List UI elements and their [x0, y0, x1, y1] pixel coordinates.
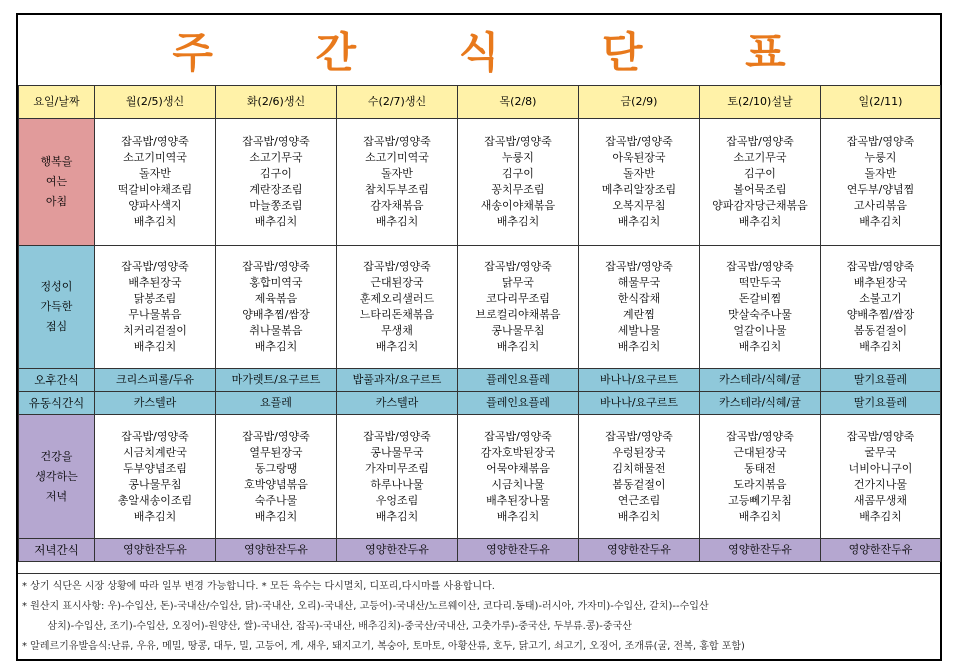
menu-item: 배추김치: [496, 509, 540, 523]
menu-item: 우렁된장국: [612, 445, 666, 459]
menu-item: 배추김치: [254, 215, 298, 228]
menu-item: 계란찜: [623, 308, 655, 321]
menu-item: 새콤무생채: [853, 493, 908, 507]
menu-sheet: [16, 13, 942, 661]
snack-cell: 카스텔라: [95, 392, 216, 415]
liquid-snack-row: [19, 392, 941, 415]
meal-label-line: 여는: [45, 175, 68, 188]
snack-cell: 카스텔라: [337, 392, 458, 415]
menu-cell: [458, 246, 579, 369]
menu-item: 잡곡밥/영양죽: [846, 260, 915, 273]
snack-cell: 딸기요플레: [821, 369, 941, 392]
menu-item: 감자채볶음: [370, 199, 424, 212]
day-header: 목(2/8): [458, 86, 579, 119]
menu-item: 도라지볶음: [733, 477, 787, 491]
menu-item: 배추된장국: [128, 276, 182, 289]
menu-item: 고사리볶음: [853, 199, 908, 212]
menu-item: 콩나물무침: [491, 324, 545, 337]
menu-item: 동태전: [744, 461, 776, 475]
menu-item: 양배추찜/쌈장: [846, 308, 915, 321]
lunch-row: [19, 246, 941, 369]
menu-item: 연근조림: [617, 493, 661, 507]
corner-label: 요일/날짜: [19, 86, 95, 119]
menu-cell: [216, 119, 337, 246]
menu-item: 양파감자당근채볶음: [712, 199, 808, 212]
menu-cell: [95, 415, 216, 539]
menu-cell: [821, 119, 941, 246]
menu-item: 잡곡밥/영양죽: [484, 135, 552, 148]
menu-item: 잡곡밥/영양죽: [605, 135, 673, 148]
snack-cell: 카스테라/식혜/귤: [700, 392, 821, 415]
menu-item: 계란장조림: [249, 183, 303, 196]
menu-item: 제육볶음: [254, 292, 298, 305]
menu-item: 잡곡밥/영양죽: [605, 429, 673, 443]
menu-item: 소불고기: [859, 292, 902, 305]
snack-cell: 영양한잔두유: [95, 539, 216, 562]
footnote-line: * 알레르기유발음식:난류, 우유, 메밀, 땅콩, 대두, 밀, 고등어, 게, 새우, 돼지고기, 복숭아, 토마토, 아황산류, 호두, 닭고기, 쇠고기, 오징어, 조개류(굴, 전복, 홍합 포함): [22, 641, 745, 652]
snack-cell: 영양한잔두유: [216, 539, 337, 562]
menu-item: 배추김치: [254, 340, 298, 353]
liquid-snack-label: 유동식간식: [19, 392, 95, 415]
footnote-line: * 상기 식단은 시장 상황에 따라 일부 변경 가능합니다. * 모든 육수는 다시멸치, 디포리,다시마를 사용합니다.: [22, 581, 495, 592]
menu-item: 배추김치: [617, 509, 661, 523]
snack-cell: 마가렛트/요구르트: [216, 369, 337, 392]
meal-label-line: 정성이: [40, 280, 73, 293]
menu-item: 굴무국: [864, 445, 897, 459]
menu-item: 치커리겉절이: [123, 324, 187, 337]
footnote-line: * 원산지 표시사항: 우)-수입산, 돈)-국내산/수입산, 닭)-국내산, 오리)-국내산, 고등어)-국내산/노르웨이산, 코다리.동태)-러시아, 가자미)-수입산, 갈치)--수입산: [22, 601, 709, 612]
menu-item: 배추김치: [496, 215, 540, 228]
snack-cell: 플레인요플레: [458, 369, 579, 392]
menu-item: 배추김치: [617, 340, 661, 353]
menu-cell: [700, 119, 821, 246]
menu-item: 세발나물: [617, 324, 661, 337]
menu-item: 마늘쫑조림: [249, 199, 303, 212]
menu-item: 김구이: [502, 167, 534, 180]
menu-item: 소고기미역국: [365, 151, 429, 164]
meal-label-line: 건강을: [40, 449, 73, 463]
meal-label-line: 가득한: [40, 300, 73, 313]
menu-item: 어묵야채볶음: [486, 461, 550, 475]
day-header: 금(2/9): [579, 86, 700, 119]
menu-item: 소고기미역국: [123, 151, 187, 164]
menu-item: 배추김치: [738, 340, 782, 353]
dinner-row: [19, 415, 941, 539]
menu-item: 해물무국: [617, 276, 661, 289]
menu-item: 배추김치: [375, 215, 419, 228]
menu-item: 너비아니구이: [848, 461, 913, 475]
menu-item: 감자호박된장국: [480, 445, 556, 459]
menu-item: 배추김치: [375, 509, 419, 523]
snack-cell: 요플레: [216, 392, 337, 415]
menu-item: 양파사색지: [128, 199, 182, 212]
menu-item: 얼갈이나물: [733, 324, 787, 337]
menu-item: 잡곡밥/영양죽: [726, 429, 794, 443]
day-header: 월(2/5)생신: [95, 86, 216, 119]
menu-item: 잡곡밥/영양죽: [363, 135, 431, 148]
snack-cell: 바나나/요구르트: [579, 369, 700, 392]
day-header: 토(2/10)설날: [700, 86, 821, 119]
menu-cell: [821, 246, 941, 369]
menu-item: 누룽지: [502, 151, 534, 164]
menu-item: 가자미무조림: [365, 461, 429, 475]
menu-item: 잡곡밥/영양죽: [726, 260, 794, 273]
meal-label-line: 점심: [45, 320, 68, 333]
menu-item: 잡곡밥/영양죽: [484, 260, 552, 273]
menu-item: 잡곡밥/영양죽: [363, 260, 431, 273]
snack-cell: 영양한잔두유: [579, 539, 700, 562]
weekly-menu-table: [18, 85, 941, 562]
menu-item: 하루나나물: [370, 477, 424, 491]
menu-item: 시금치계란국: [123, 445, 187, 459]
menu-item: 잡곡밥/영양죽: [121, 429, 189, 443]
menu-item: 느타리돈채볶음: [359, 308, 435, 321]
evening-snack-row: [19, 539, 941, 562]
menu-item: 코다리무조림: [486, 292, 550, 305]
menu-item: 한식잡채: [617, 292, 661, 305]
snack-cell: 딸기요플레: [821, 392, 941, 415]
snack-cell: 바나나/요구르트: [579, 392, 700, 415]
menu-item: 호박양념볶음: [244, 477, 308, 491]
menu-item: 근대된장국: [370, 276, 424, 289]
menu-item: 시금치나물: [491, 477, 545, 491]
dinner-label: [19, 415, 95, 539]
menu-item: 브로컬리야채볶음: [475, 308, 561, 321]
menu-item: 떡갈비야채조림: [117, 183, 193, 196]
menu-item: 돌자반: [139, 167, 171, 180]
menu-item: 오복지무침: [612, 199, 666, 212]
menu-item: 배추김치: [738, 215, 782, 228]
menu-cell: [458, 119, 579, 246]
snack-cell: 밥풀과자/요구르트: [337, 369, 458, 392]
afternoon-snack-label: 오후간식: [19, 369, 95, 392]
menu-item: 잡곡밥/영양죽: [242, 429, 310, 443]
menu-item: 콩나물무침: [128, 477, 182, 491]
menu-item: 잡곡밥/영양죽: [242, 135, 310, 148]
menu-item: 떡만두국: [738, 276, 782, 289]
footnotes: [18, 573, 940, 659]
menu-cell: [579, 119, 700, 246]
menu-item: 잡곡밥/영양죽: [121, 260, 189, 273]
afternoon-snack-row: [19, 369, 941, 392]
menu-item: 소고기무국: [249, 151, 303, 164]
meal-label-line: 생각하는: [35, 469, 78, 483]
header-row: [19, 86, 941, 119]
menu-item: 봄동겉절이: [612, 477, 666, 491]
menu-item: 잡곡밥/영양죽: [484, 429, 552, 443]
menu-item: 김치해물전: [612, 461, 666, 475]
breakfast-row: [19, 119, 941, 246]
menu-cell: [458, 415, 579, 539]
day-header: 일(2/11): [821, 86, 941, 119]
menu-item: 봄동겉절이: [853, 324, 908, 337]
menu-item: 배추김치: [496, 340, 540, 353]
menu-cell: [579, 246, 700, 369]
menu-item: 훈제오리샐러드: [359, 292, 435, 305]
menu-item: 아욱된장국: [612, 151, 666, 164]
menu-item: 꽁치무조림: [491, 183, 545, 196]
menu-item: 배추김치: [859, 509, 902, 523]
menu-cell: [95, 119, 216, 246]
menu-item: 돌자반: [864, 167, 897, 180]
menu-item: 연두부/양념찜: [846, 183, 915, 196]
menu-item: 우엉조림: [375, 493, 419, 507]
menu-item: 무생채: [381, 324, 413, 337]
menu-item: 새송이야채볶음: [480, 199, 556, 212]
menu-item: 배추김치: [133, 340, 177, 353]
menu-item: 소고기무국: [733, 151, 787, 164]
menu-item: 배추김치: [254, 509, 298, 523]
menu-item: 잡곡밥/영양죽: [846, 429, 915, 443]
menu-item: 열무된장국: [249, 445, 303, 459]
menu-item: 홍합미역국: [249, 276, 303, 289]
menu-item: 참치두부조림: [365, 183, 429, 196]
snack-cell: 플레인요플레: [458, 392, 579, 415]
snack-cell: 영양한잔두유: [337, 539, 458, 562]
menu-item: 배추김치: [738, 509, 782, 523]
menu-item: 닭봉조림: [133, 292, 177, 305]
menu-item: 배추김치: [859, 215, 902, 228]
menu-item: 콩나물무국: [370, 445, 424, 459]
menu-item: 잡곡밥/영양죽: [242, 260, 310, 273]
menu-item: 숙주나물: [254, 493, 298, 507]
breakfast-label: [19, 119, 95, 246]
menu-item: 건가지나물: [853, 477, 908, 491]
menu-item: 동그랑땡: [254, 461, 298, 475]
menu-item: 배추김치: [133, 509, 177, 523]
menu-item: 배추된장국: [853, 276, 908, 289]
snack-cell: 영양한잔두유: [700, 539, 821, 562]
menu-item: 돌자반: [623, 167, 655, 180]
snack-cell: 영양한잔두유: [458, 539, 579, 562]
day-header: 수(2/7)생신: [337, 86, 458, 119]
menu-item: 총알새송이조림: [117, 493, 193, 507]
menu-item: 맛살숙주나물: [728, 308, 792, 321]
menu-item: 근대된장국: [733, 445, 787, 459]
menu-cell: [216, 246, 337, 369]
menu-item: 두부양념조림: [123, 461, 187, 475]
menu-item: 김구이: [744, 167, 776, 180]
menu-item: 잡곡밥/영양죽: [726, 135, 794, 148]
footnote-line: 삼치)-수입산, 조기)-수입산, 오징어)-원양산, 쌀)-국내산, 잡곡)-국내산, 배추김치)-중국산/국내산, 고춧가루)-중국산, 두부류.콩)-중국산: [22, 621, 632, 632]
menu-cell: [337, 415, 458, 539]
menu-item: 배추김치: [375, 340, 419, 353]
menu-item: 돈갈비찜: [738, 292, 782, 305]
menu-cell: [95, 246, 216, 369]
menu-cell: [821, 415, 941, 539]
snack-cell: 영양한잔두유: [821, 539, 941, 562]
menu-cell: [700, 415, 821, 539]
evening-snack-label: 저녁간식: [19, 539, 95, 562]
menu-cell: [337, 246, 458, 369]
snack-cell: 크리스피롤/두유: [95, 369, 216, 392]
menu-item: 무나물볶음: [128, 308, 182, 321]
menu-cell: [579, 415, 700, 539]
menu-item: 볼어묵조림: [733, 183, 787, 196]
meal-label-line: 아침: [45, 195, 68, 208]
menu-item: 배추김치: [133, 215, 177, 228]
menu-item: 고등뻬기무침: [728, 493, 792, 507]
menu-item: 잡곡밥/영양죽: [363, 429, 431, 443]
page-title: 주 간 식 단 표: [172, 28, 830, 77]
menu-item: 돌자반: [381, 167, 413, 180]
menu-item: 누룽지: [864, 151, 897, 164]
lunch-label: [19, 246, 95, 369]
menu-item: 김구이: [260, 167, 292, 180]
menu-item: 취나물볶음: [249, 324, 303, 337]
menu-item: 닭무국: [502, 276, 534, 289]
menu-item: 메추리알장조림: [601, 183, 677, 196]
meal-label-line: 행복을: [40, 155, 73, 168]
day-header: 화(2/6)생신: [216, 86, 337, 119]
menu-cell: [337, 119, 458, 246]
menu-item: 잡곡밥/영양죽: [121, 135, 189, 148]
meal-label-line: 저녁: [45, 489, 68, 503]
menu-cell: [700, 246, 821, 369]
menu-item: 양배추찜/쌈장: [242, 308, 310, 321]
snack-cell: 카스테라/식혜/귤: [700, 369, 821, 392]
menu-cell: [216, 415, 337, 539]
menu-item: 배추된장나물: [486, 493, 550, 507]
menu-item: 잡곡밥/영양죽: [846, 135, 915, 148]
menu-item: 배추김치: [617, 215, 661, 228]
menu-item: 잡곡밥/영양죽: [605, 260, 673, 273]
menu-item: 배추김치: [859, 340, 902, 353]
